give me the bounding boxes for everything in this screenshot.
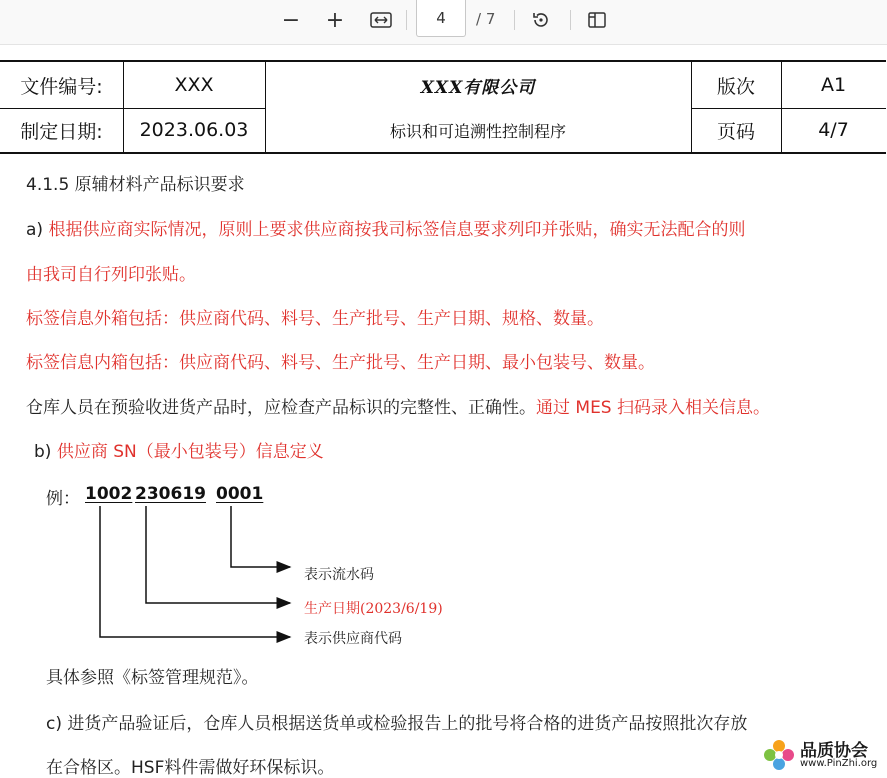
page-total: / 7 [476, 10, 496, 28]
doc-no-label: 文件编号: [20, 75, 103, 98]
sn-definition-heading: 供应商 SN（最小包装号）信息定义 [56, 442, 324, 462]
minus-icon: − [281, 7, 301, 33]
example-label: 例： [46, 489, 80, 509]
date-label: 制定日期: [20, 120, 103, 143]
inner-box-info: 标签信息内箱包括：供应商代码、料号、生产批号、生产日期、最小包装号、数量。 [26, 353, 655, 373]
flower-logo-icon [762, 738, 796, 772]
document-title: 标识和可追溯性控制程序 [389, 121, 566, 141]
supplier-code-label: 表示供应商代码 [304, 631, 402, 647]
serial-number-label: 表示流水码 [304, 567, 374, 583]
item-b-marker: b) [34, 442, 52, 462]
paragraph-a-line-2: 由我司自行列印张贴。 [26, 265, 196, 285]
sn-supplier-code: 1002 [85, 484, 133, 504]
page-label: 页码 [716, 120, 755, 143]
section-heading: 4.1.5 原辅材料产品标识要求 [26, 175, 245, 195]
page-value: 4/7 [818, 119, 849, 141]
watermark-logo [760, 736, 885, 774]
production-date-label: 生产日期(2023/6/19) [304, 601, 443, 617]
plus-icon: + [325, 7, 345, 33]
current-page: 4 [436, 9, 446, 27]
item-a-marker: a) [26, 220, 44, 240]
outer-box-info: 标签信息外箱包括：供应商代码、料号、生产批号、生产日期、规格、数量。 [26, 309, 604, 329]
serial-pointer-line [231, 506, 290, 567]
watermark-name: 品质协会 [800, 741, 868, 761]
sn-serial-number: 0001 [216, 484, 264, 504]
date-value: 2023.06.03 [139, 119, 249, 141]
version-value: A1 [820, 74, 847, 96]
paragraph-a-text-1: 根据供应商实际情况，原则上要求供应商按我司标签信息要求列印并张贴，确实无法配合的则 [48, 220, 746, 240]
paragraph-c-line-2: 在合格区。HSF料件需做好环保标识。 [46, 758, 335, 778]
company-name: XXX有限公司 [420, 77, 536, 98]
paragraph-c-line-1: c) 进货产品验证后，仓库人员根据送货单或检验报告上的批号将合格的进货产品按照批次存放 [46, 714, 748, 734]
doc-no-value: XXX [174, 74, 214, 96]
version-label: 版次 [716, 75, 755, 98]
supplier-pointer-line [100, 506, 290, 637]
mes-scan-text: 通过 MES 扫码录入相关信息。 [536, 398, 771, 418]
reference-line: 具体参照《标签管理规范》。 [46, 668, 259, 688]
sn-production-date: 230619 [135, 484, 206, 504]
warehouse-check-text: 仓库人员在预验收进货产品时，应检查产品标识的完整性、正确性。 [26, 398, 536, 418]
date-pointer-line [146, 506, 290, 603]
watermark-url: www.PinZhi.org [800, 758, 878, 769]
